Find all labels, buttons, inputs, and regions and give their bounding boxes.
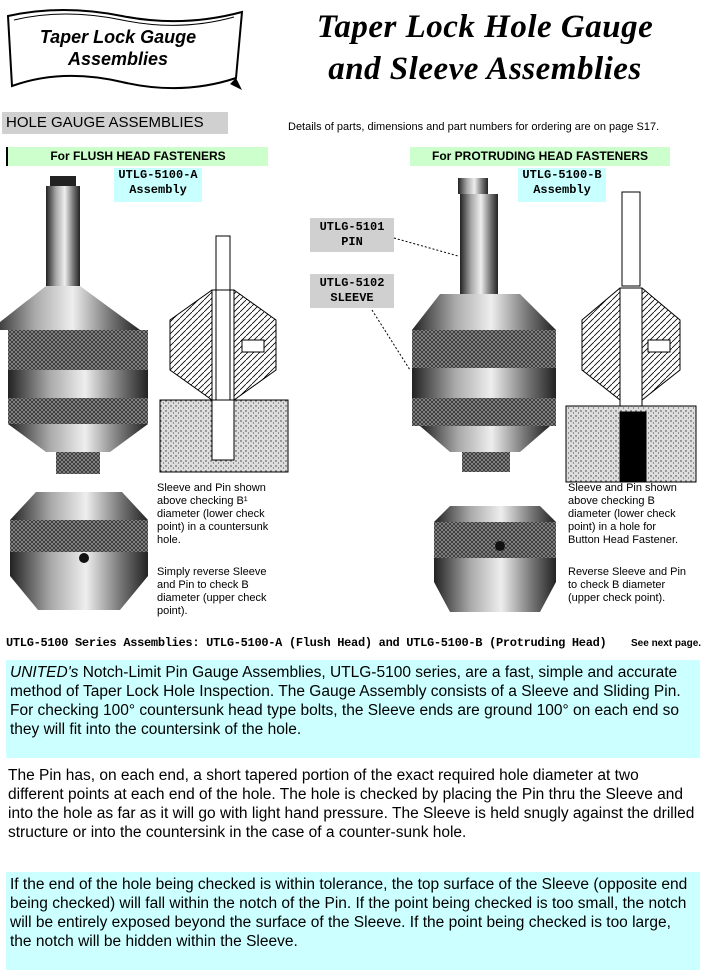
flush-note-2-line: Simply reverse Sleeve [157,566,267,578]
flush-note-2-line: diameter (upper check [157,592,267,604]
protruding-assembly-code: UTLG-5100-B [522,168,602,182]
flush-note-1 [157,482,285,547]
protruding-note-1 [568,482,724,547]
pin-label-code: UTLG-5101 [319,220,385,234]
flush-note-1-line: Sleeve and Pin shown [157,482,266,494]
paragraph-1-text: Notch-Limit Pin Gauge Assemblies, UTLG-5100 series, are a fast, simple and accurate method of Taper Lock Hole Inspection. The Gauge Assembly consists of a Sleeve and Sliding Pin. For checking 100° countersunk head type bolts, the Sleeve ends are ground 100° on each end so they will fit into the countersink of the hole. [10,664,681,738]
flush-note-1-line: point) in a countersunk [157,521,269,533]
flush-note-2-line: point). [157,605,188,617]
paragraph-2: The Pin has, on each end, a short tapered portion of the exact required hole diameter at two different points at each end of the hole. The hole is checked by placing the Pin thru the Sleeve and into the hole as far as it will go with light hand pressure. The Sleeve is held snugly against the drilled structure or into the countersink in the case of a counter-sunk hole. [8,767,695,841]
flush-assembly-word: Assembly [129,183,187,197]
brand-name: UNITED's [10,664,79,681]
flush-note-1-line: diameter (lower check [157,508,265,520]
section-heading: HOLE GAUGE ASSEMBLIES [2,112,228,134]
banner-line1: Taper Lock Gauge [39,27,197,47]
protruding-head-bar: For PROTRUDING HEAD FASTENERS [410,147,670,166]
flush-note-2 [157,566,285,618]
protruding-assembly-word: Assembly [533,183,591,197]
title-line2: and Sleeve Assemblies [328,51,642,87]
protruding-note-1-line: Sleeve and Pin shown [568,482,677,494]
protruding-sleeve-photo [434,506,556,612]
protruding-note-2-line: Reverse Sleeve and Pin [568,566,687,578]
sleeve-label-code: UTLG-5102 [319,276,385,290]
title-line1: Taper Lock Hole Gauge [316,9,654,45]
protruding-note-2-line: (upper check point). [568,592,666,604]
protruding-note-1-line: point) in a hole for [568,521,657,533]
see-next-page-note: See next page. [631,638,702,649]
protruding-note-1-line: above checking B [568,495,655,507]
banner-line2: Assemblies [67,49,169,69]
pin-label-word: PIN [341,235,363,249]
flush-assembly-code: UTLG-5100-A [118,168,198,182]
flush-sleeve-photo [10,492,148,610]
flush-note-1-line: hole. [157,534,181,546]
paragraph-1 [6,660,700,758]
details-note: Details of parts, dimensions and part numbers for ordering are on page S17. [288,121,660,133]
protruding-note-1-line: diameter (lower check [568,508,676,520]
flush-assembly-photo [0,176,148,474]
paragraph-3: If the end of the hole being checked is within tolerance, the top surface of the Sleeve (opposite end being checked) will fall within the notch of the Pin. If the point being checked is too small, the notch will be entirely exposed beyond the surface of the Sleeve. If the point being checked is too large, the notch will be hidden within the Sleeve. [6,872,700,970]
sleeve-label-word: SLEEVE [330,291,374,305]
flush-section-drawing [160,236,288,472]
series-caption: UTLG-5100 Series Assemblies: UTLG-5100-A (Flush Head) and UTLG-5100-B (Protruding Head) [6,636,607,650]
protruding-assembly-photo [412,178,556,472]
flush-head-bar: For FLUSH HEAD FASTENERS [6,147,268,166]
flush-note-1-line: above checking B¹ [157,495,248,507]
protruding-note-1-line: Button Head Fastener. [568,534,679,546]
protruding-note-2 [568,566,724,605]
protruding-section-drawing [566,192,696,482]
protruding-note-2-line: to check B diameter [568,579,666,591]
flush-note-2-line: and Pin to check B [157,579,249,591]
